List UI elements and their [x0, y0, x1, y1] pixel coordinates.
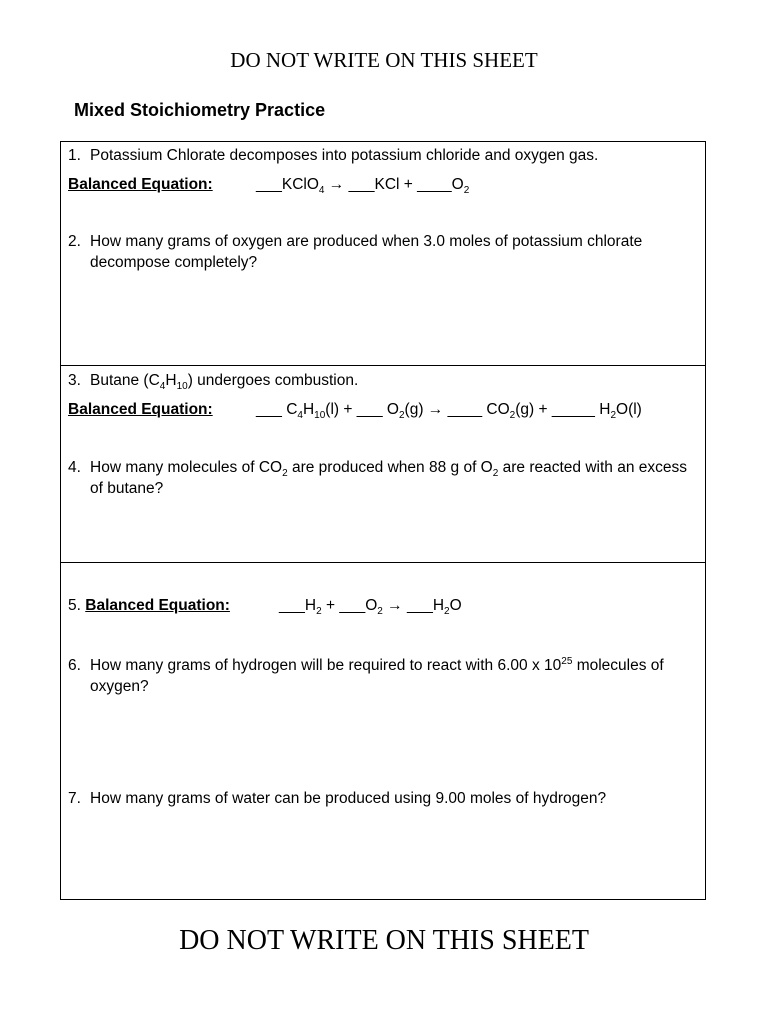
equation-2 — [256, 401, 642, 422]
question-3-number: 3. — [68, 372, 81, 389]
subscript: 2 — [509, 410, 516, 422]
subscript: 4 — [297, 410, 303, 422]
text-part: Butane (C — [90, 372, 160, 389]
section-divider-2 — [60, 562, 706, 563]
formula: KClO — [281, 176, 319, 193]
equation-blank: ___ — [256, 401, 282, 418]
equation-blank: ____ — [447, 401, 483, 418]
formula: O — [449, 597, 462, 614]
question-1 — [68, 145, 698, 166]
equation-3 — [279, 597, 462, 618]
subscript: 10 — [176, 381, 188, 393]
question-7 — [68, 788, 698, 809]
equation-blank: ___ — [339, 597, 366, 614]
subscript: 2 — [398, 410, 405, 422]
subscript: 2 — [282, 468, 288, 480]
formula: C — [286, 401, 298, 418]
text-part: How many molecules of CO — [90, 459, 283, 476]
plus-sign: + — [325, 597, 336, 614]
subscript: 2 — [492, 468, 499, 480]
arrow-icon: → — [387, 597, 403, 614]
header-warning: DO NOT WRITE ON THIS SHEET — [230, 48, 538, 72]
question-4 — [68, 457, 688, 499]
question-5-number: 5. — [68, 597, 81, 614]
equation-blank: _____ — [551, 401, 595, 418]
formula: H — [302, 401, 315, 418]
page-title: Mixed Stoichiometry Practice — [74, 100, 326, 120]
question-4-text — [90, 457, 688, 499]
section-divider-1 — [60, 365, 706, 366]
question-3 — [68, 370, 698, 391]
arrow-icon: → — [328, 176, 345, 193]
question-2-text: How many grams of oxygen are produced when 3.0 moles of potassium chlorate decompose completely? — [90, 233, 643, 271]
formula: (g) + — [515, 401, 548, 418]
question-1-text: Potassium Chlorate decomposes into potassium chloride and oxygen gas. — [90, 147, 599, 164]
formula: H — [599, 401, 611, 418]
equation-blank: ___ — [279, 597, 305, 614]
question-7-number: 7. — [68, 790, 81, 807]
balanced-equation-2 — [68, 401, 213, 419]
equation-blank: ____ — [417, 176, 452, 193]
formula: CO — [486, 401, 510, 418]
question-1-number: 1. — [68, 147, 81, 164]
equation-1 — [256, 176, 470, 197]
formula: (l) + — [325, 401, 353, 418]
question-6 — [68, 655, 668, 697]
question-4-number: 4. — [68, 459, 81, 476]
text-part: molecules of oxygen? — [90, 657, 664, 695]
subscript: 2 — [377, 606, 383, 618]
formula: O — [451, 176, 464, 193]
formula: H — [304, 597, 317, 614]
question-7-text: How many grams of water can be produced using 9.00 moles of hydrogen? — [90, 790, 607, 807]
formula: (g) → — [404, 401, 444, 418]
text-part: How many grams of hydrogen will be required to react with 6.00 x 10 — [90, 657, 562, 674]
text-part: are reacted with an excess of butane? — [90, 459, 687, 497]
formula: O — [365, 597, 378, 614]
question-5 — [68, 597, 230, 615]
equation-blank: ___ — [356, 401, 383, 418]
subscript: 2 — [463, 185, 470, 197]
equation-blank: ___ — [406, 597, 433, 614]
formula: KCl + — [374, 176, 413, 193]
equation-blank: ___ — [256, 176, 282, 193]
equation-blank: ___ — [348, 176, 375, 193]
balanced-equation-1 — [68, 176, 213, 194]
text-part: ) undergoes combustion. — [187, 372, 359, 389]
formula: H — [432, 597, 445, 614]
question-6-number: 6. — [68, 657, 81, 674]
subscript: 2 — [610, 410, 617, 422]
subscript: 2 — [444, 606, 450, 618]
question-2-number: 2. — [68, 233, 81, 250]
text-part: H — [165, 372, 177, 389]
subscript: 2 — [316, 606, 322, 618]
subscript: 4 — [159, 381, 166, 393]
balanced-equation-label: Balanced Equation: — [68, 176, 213, 193]
question-2 — [68, 231, 668, 273]
footer-warning: DO NOT WRITE ON THIS SHEET — [179, 925, 589, 956]
subscript: 10 — [314, 410, 326, 422]
text-part: are produced when 88 g of O — [287, 459, 493, 476]
formula: O(l) — [616, 401, 642, 418]
balanced-equation-label: Balanced Equation: — [85, 597, 230, 614]
question-3-text — [90, 370, 698, 391]
subscript: 4 — [318, 185, 325, 197]
superscript: 25 — [561, 655, 573, 667]
formula: O — [386, 401, 399, 418]
balanced-equation-label: Balanced Equation: — [68, 401, 213, 418]
question-6-text — [90, 655, 668, 697]
